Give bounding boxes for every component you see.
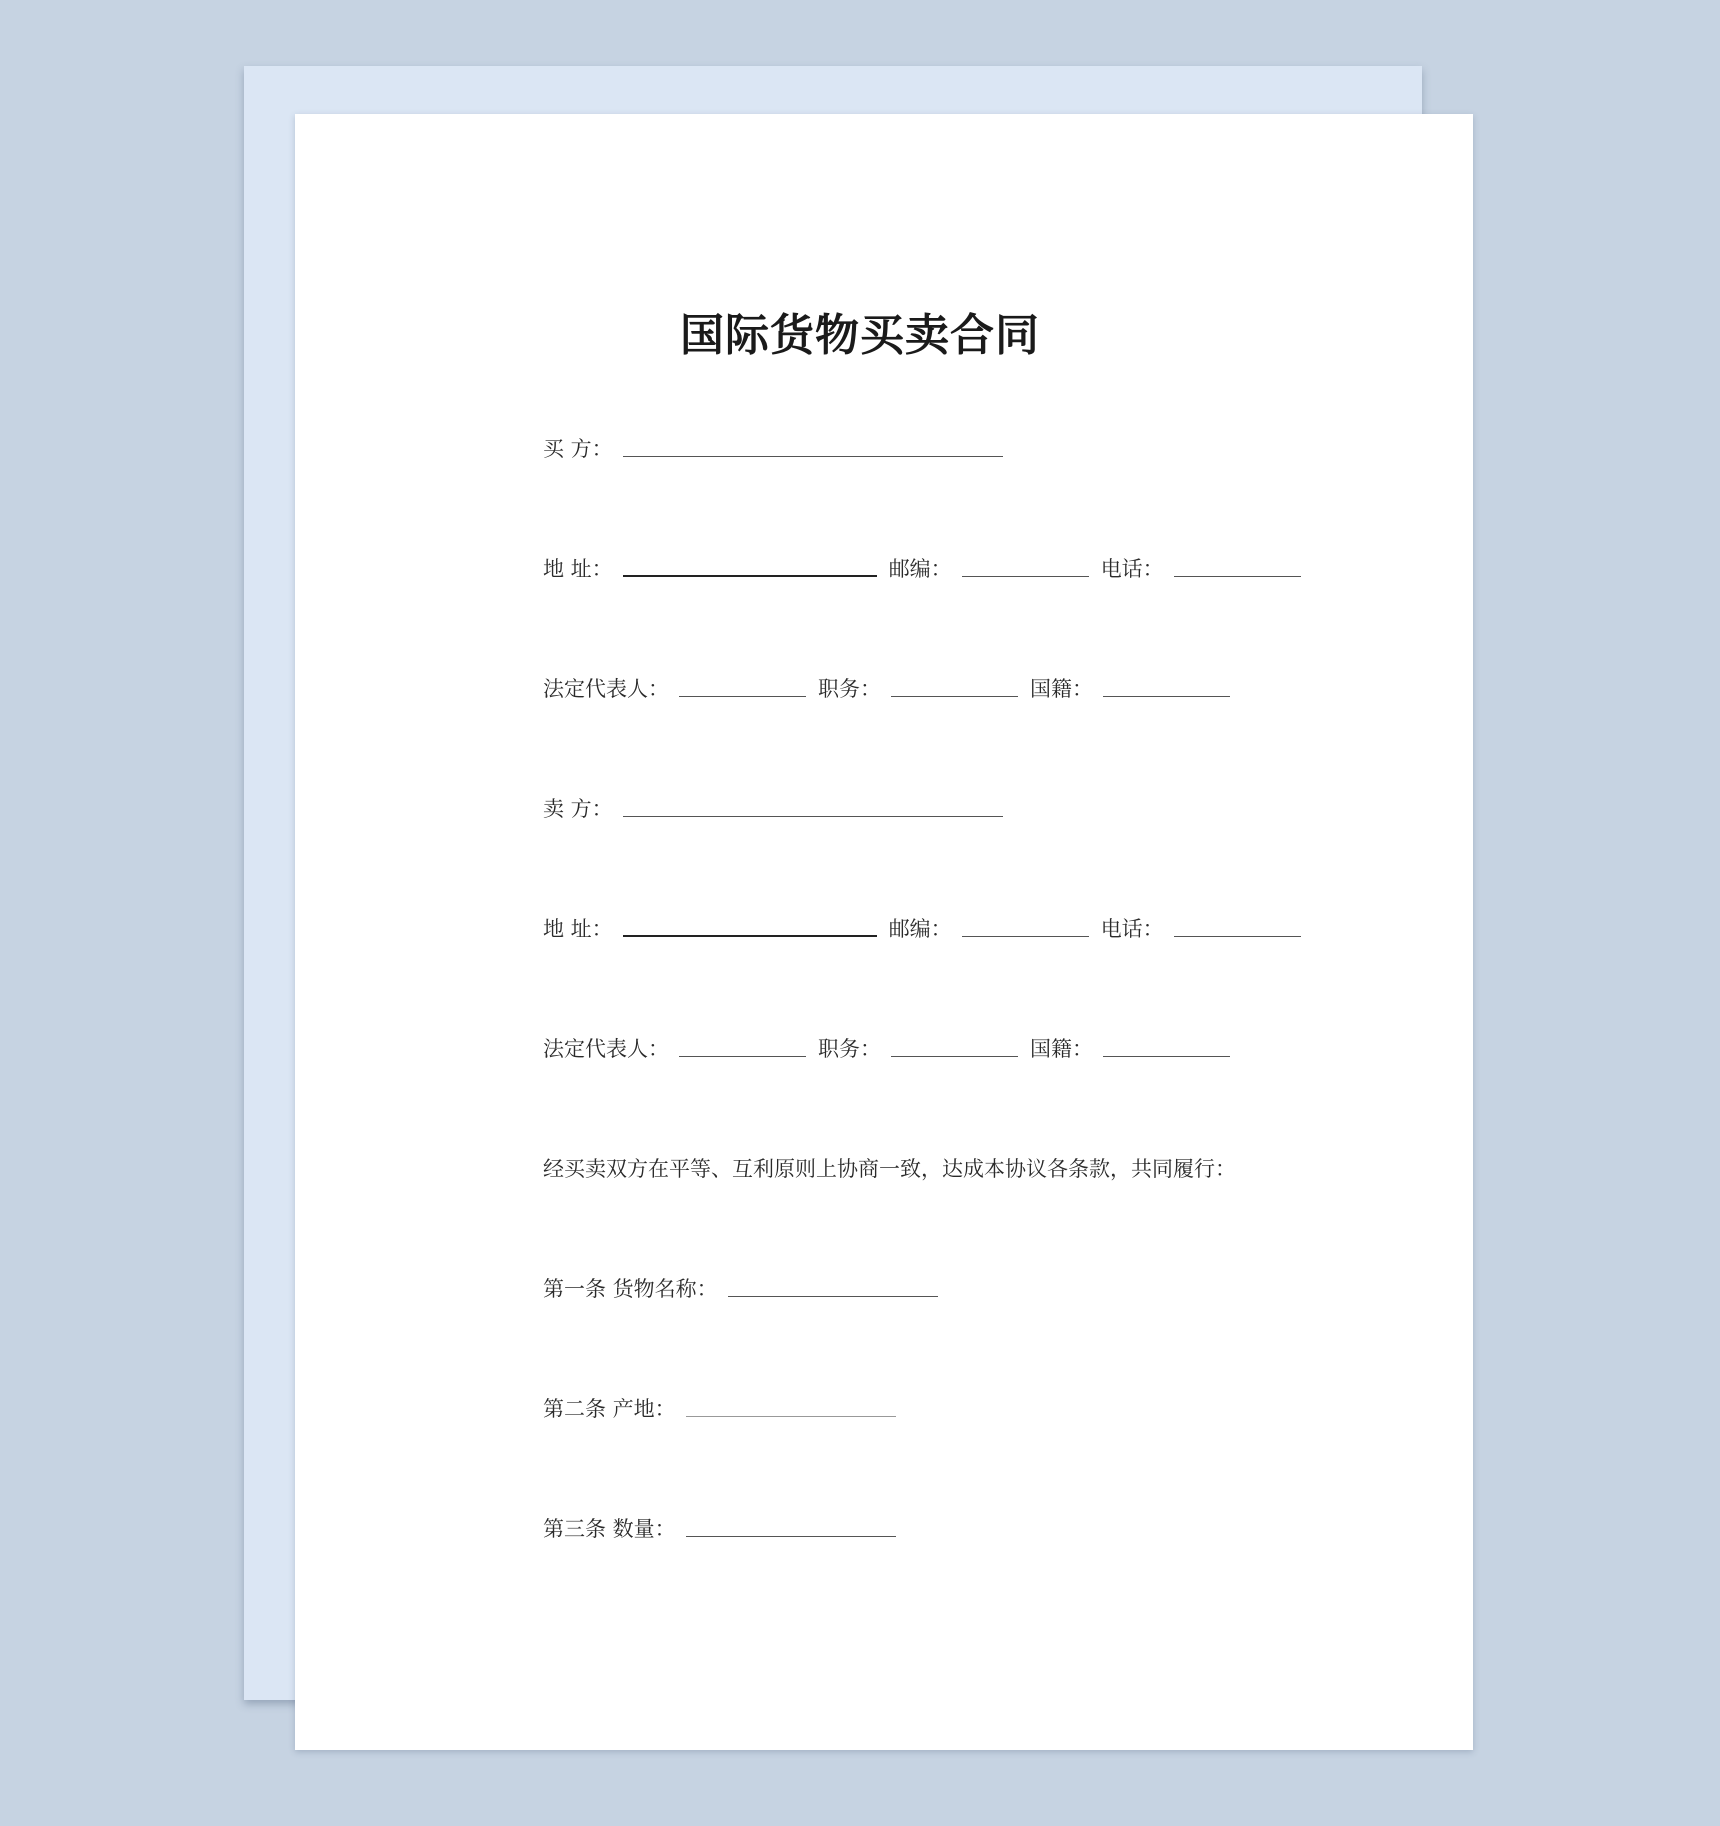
seller-row (543, 783, 1015, 823)
seller-postcode-label: 邮编： (888, 917, 952, 941)
buyer-nationality-label: 国籍： (1030, 677, 1093, 701)
article-2-row (543, 1383, 908, 1423)
buyer-row (543, 423, 1015, 463)
seller-address-label: 地 址： (543, 917, 613, 941)
article-3-row (543, 1503, 908, 1543)
article-1-row (543, 1263, 950, 1303)
seller-rep-label: 法定代表人： (543, 1037, 669, 1061)
article-1-label: 第一条 货物名称： (543, 1277, 718, 1301)
preamble-row (543, 1143, 1236, 1183)
preamble-text: 经买卖双方在平等、互利原则上协商一致，达成本协议各条款，共同履行： (543, 1157, 1236, 1181)
seller-phone-field[interactable] (1174, 936, 1301, 937)
buyer-label: 买 方： (543, 437, 613, 461)
article-3-label: 第三条 数量： (543, 1517, 676, 1541)
article-2-label: 第二条 产地： (543, 1397, 676, 1421)
document-title: 国际货物买卖合同 (680, 310, 1040, 361)
seller-rep-field[interactable] (679, 1056, 806, 1057)
seller-name-field[interactable] (623, 816, 1003, 817)
seller-position-label: 职务： (818, 1037, 881, 1061)
seller-postcode-field[interactable] (962, 936, 1089, 937)
buyer-postcode-field[interactable] (962, 576, 1089, 577)
goods-name-field[interactable] (728, 1296, 938, 1297)
seller-address-row (543, 903, 1313, 943)
buyer-rep-row (543, 663, 1242, 703)
buyer-address-field[interactable] (623, 575, 877, 577)
seller-rep-row (543, 1023, 1242, 1063)
seller-address-field[interactable] (623, 935, 877, 937)
buyer-address-row (543, 543, 1313, 583)
buyer-postcode-label: 邮编： (888, 557, 952, 581)
buyer-position-field[interactable] (891, 696, 1018, 697)
seller-position-field[interactable] (891, 1056, 1018, 1057)
buyer-phone-field[interactable] (1174, 576, 1301, 577)
buyer-address-label: 地 址： (543, 557, 613, 581)
seller-label: 卖 方： (543, 797, 613, 821)
buyer-nationality-field[interactable] (1103, 696, 1230, 697)
buyer-rep-field[interactable] (679, 696, 806, 697)
origin-field[interactable] (686, 1416, 896, 1417)
buyer-name-field[interactable] (623, 456, 1003, 457)
buyer-rep-label: 法定代表人： (543, 677, 669, 701)
seller-nationality-field[interactable] (1103, 1056, 1230, 1057)
quantity-field[interactable] (686, 1536, 896, 1537)
buyer-position-label: 职务： (818, 677, 881, 701)
buyer-phone-label: 电话： (1100, 557, 1164, 581)
seller-nationality-label: 国籍： (1030, 1037, 1093, 1061)
seller-phone-label: 电话： (1100, 917, 1164, 941)
